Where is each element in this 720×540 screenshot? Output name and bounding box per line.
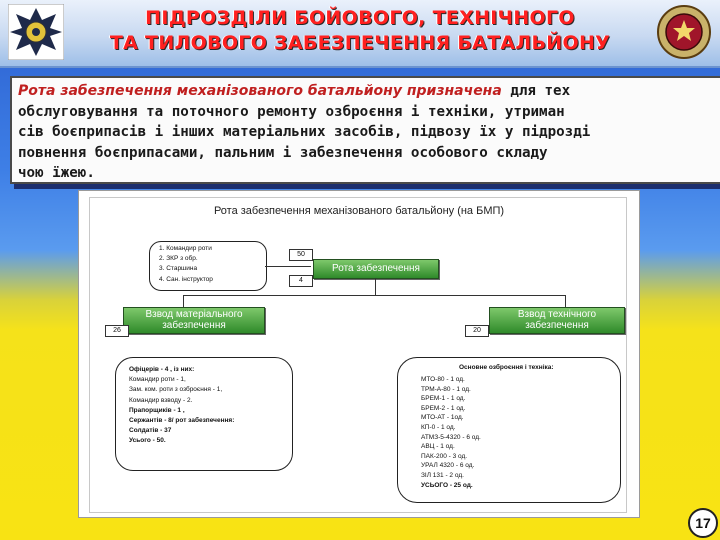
- connector-left: [183, 295, 184, 307]
- equipment-item: УРАЛ 4320 - 6 од.: [421, 462, 475, 470]
- military-emblem-icon: [8, 4, 64, 60]
- personnel-item: Сержантів - 8/ рот забезпечення:: [129, 417, 235, 425]
- personnel-item: Зам. ком. роти з озброєння - 1,: [129, 386, 223, 394]
- connector-right: [565, 295, 566, 307]
- intro-text-box: [10, 76, 720, 184]
- company-command-badge: 4: [289, 275, 313, 287]
- personnel-item: Усього - 50.: [129, 437, 166, 445]
- command-item: 2. ЗКР з обр.: [159, 255, 198, 263]
- org-chart-title: Рота забезпечення механізованого батальйону (на БМП): [213, 205, 505, 217]
- equipment-item: БРЕМ-1 - 1 од.: [421, 395, 466, 403]
- material-platoon-label-1: Взвод матеріального: [145, 309, 243, 320]
- equipment-item: ПАК-200 - 3 од.: [421, 452, 468, 460]
- connector-bar: [183, 295, 565, 296]
- intro-text: [18, 81, 720, 184]
- company-strength-badge: 50: [289, 249, 313, 261]
- connector-trunk: [375, 278, 376, 295]
- command-item: 1. Командир роти: [159, 245, 212, 252]
- equipment-item: КП-0 - 1 од.: [421, 423, 456, 431]
- title-line-2: ТА ТИЛОВОГО ЗАБЕЗПЕЧЕННЯ БАТАЛЬЙОНУ: [109, 32, 611, 54]
- material-platoon-box: [123, 307, 265, 334]
- equipment-item: УСЬОГО - 25 од.: [421, 481, 473, 489]
- personnel-item: Солдатів - 37: [129, 427, 172, 435]
- equipment-item: БРЕМ-2 - 1 од.: [421, 404, 466, 412]
- equipment-item: МТО-80 - 1 од.: [421, 376, 465, 383]
- technical-platoon-label-1: Взвод технічного: [517, 309, 597, 320]
- company-box: Рота забезпечення: [313, 259, 439, 279]
- connector-command: [265, 266, 311, 267]
- equipment-item: АВЦ - 1 од.: [421, 443, 455, 451]
- intro-line-5: чою їжею.: [18, 165, 95, 181]
- intro-line-1-rest: для тех: [501, 83, 571, 99]
- intro-line-2: обслуговування та поточного ремонту озброєння і техніки, утриман: [18, 103, 565, 120]
- equipment-title: Основне озброєння і техніка:: [459, 364, 554, 371]
- page-title: [70, 6, 650, 56]
- title-line-1: ПІДРОЗДІЛИ БОЙОВОГО, ТЕХНІЧНОГО: [145, 7, 575, 29]
- org-chart-panel: [78, 190, 640, 518]
- material-platoon-badge: 26: [105, 325, 129, 337]
- command-item: 4. Сан. інструктор: [159, 275, 213, 283]
- technical-platoon-box: [489, 307, 625, 334]
- equipment-list: [421, 375, 481, 490]
- personnel-item: Офіцерів - 4 , із них:: [129, 366, 195, 373]
- personnel-item: Командир взводу - 2.: [129, 396, 193, 404]
- personnel-item: Прапорщиків - 1 ,: [129, 406, 185, 414]
- equipment-item: ТРМ-А-80 - 1 од.: [421, 385, 471, 393]
- material-platoon-label-2: забезпечення: [162, 320, 226, 331]
- unit-emblem-icon: [656, 4, 712, 60]
- command-list: [159, 244, 213, 285]
- intro-line-4: повнення боєприпасами, пальним і забезпечення особового складу: [18, 144, 548, 161]
- intro-lead: Рота забезпечення механізованого батальйону призначена: [18, 83, 502, 99]
- equipment-item: МТО-АТ - 1од.: [421, 414, 464, 422]
- equipment-item: ЗІЛ 131 - 2 од.: [421, 471, 464, 479]
- intro-line-1: [18, 81, 720, 102]
- technical-platoon-label-2: забезпечення: [525, 320, 589, 331]
- page-number: 17: [688, 508, 718, 538]
- personnel-item: Командир роти - 1,: [129, 376, 186, 384]
- intro-line-3: сів боєприпасів і інших матеріальних засобів, підвозу їх у підрозді: [18, 124, 591, 140]
- equipment-item: АТМЗ-5-4320 - 6 од.: [421, 433, 481, 441]
- technical-platoon-badge: 20: [465, 325, 489, 337]
- personnel-list: [129, 365, 234, 447]
- command-item: 3. Старшина: [159, 265, 198, 273]
